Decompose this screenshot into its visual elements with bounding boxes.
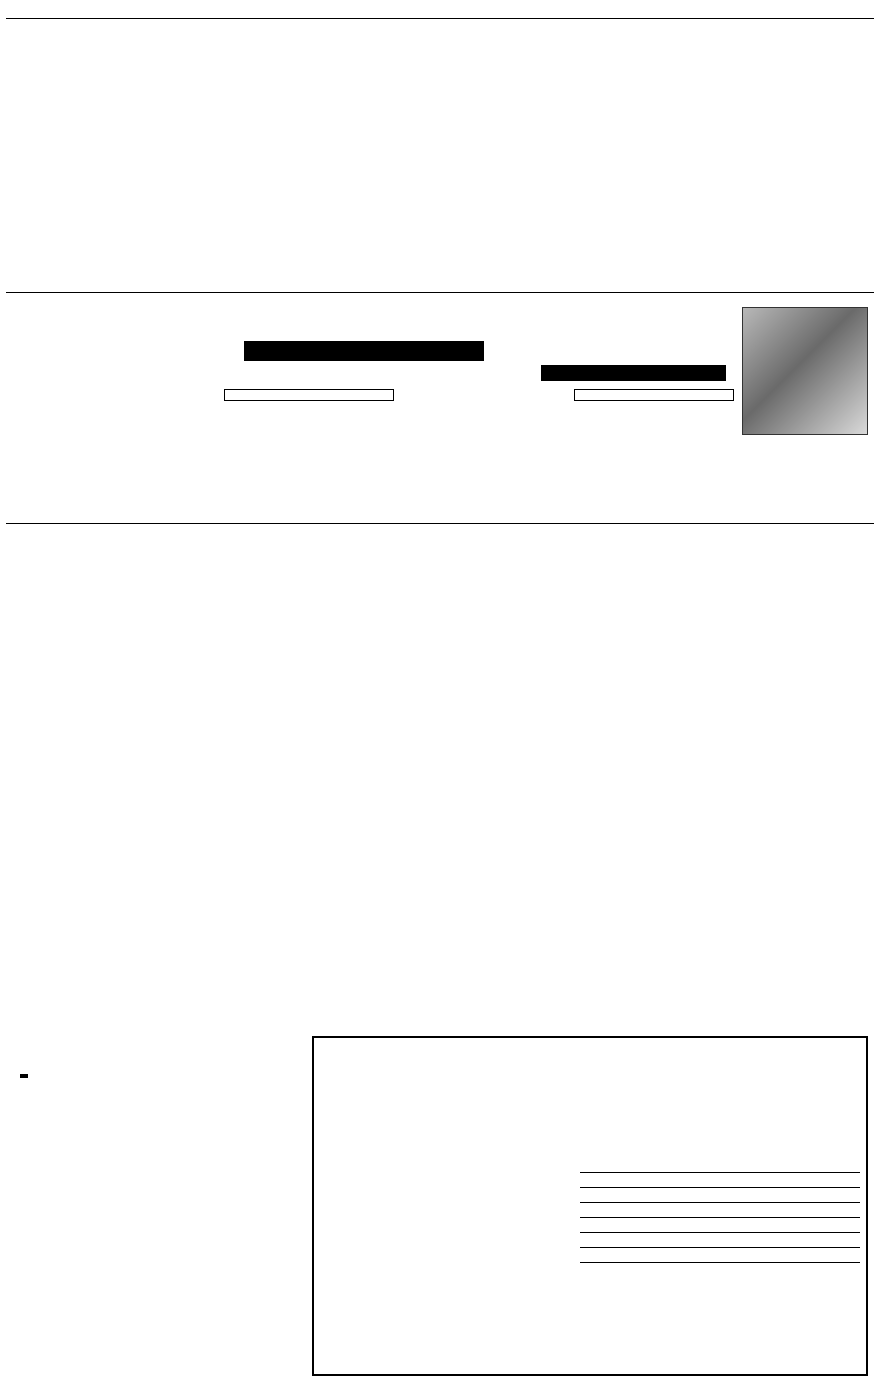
step-2: [224, 389, 394, 401]
happy-endings: [20, 1045, 300, 1375]
personal-scene-banner: [6, 292, 874, 524]
coupon-instructions: [580, 1060, 860, 1066]
page-header: [6, 6, 874, 19]
steps: [34, 389, 724, 467]
step-3: [404, 389, 564, 391]
ad-line[interactable]: [580, 1203, 860, 1218]
connection-bar: [244, 341, 484, 361]
cost-bar: [541, 365, 726, 381]
ad-copy-lines: [580, 1158, 860, 1263]
ad-line[interactable]: [580, 1248, 860, 1263]
step-1: [34, 389, 209, 391]
coupon-footer: [320, 1360, 860, 1368]
personal-listings: [6, 530, 874, 1028]
ad-line[interactable]: [580, 1173, 860, 1188]
step-4: [574, 389, 734, 401]
ad-line[interactable]: [580, 1158, 860, 1173]
ad-line[interactable]: [580, 1188, 860, 1203]
small-personal-scene-logo: [20, 1065, 300, 1086]
small-logo-bar: [20, 1074, 28, 1078]
couple-photo: [742, 307, 868, 435]
ad-line[interactable]: [580, 1233, 860, 1248]
classified-top-section: [6, 22, 874, 288]
ad-line[interactable]: [580, 1218, 860, 1233]
order-coupon: [312, 1036, 868, 1376]
